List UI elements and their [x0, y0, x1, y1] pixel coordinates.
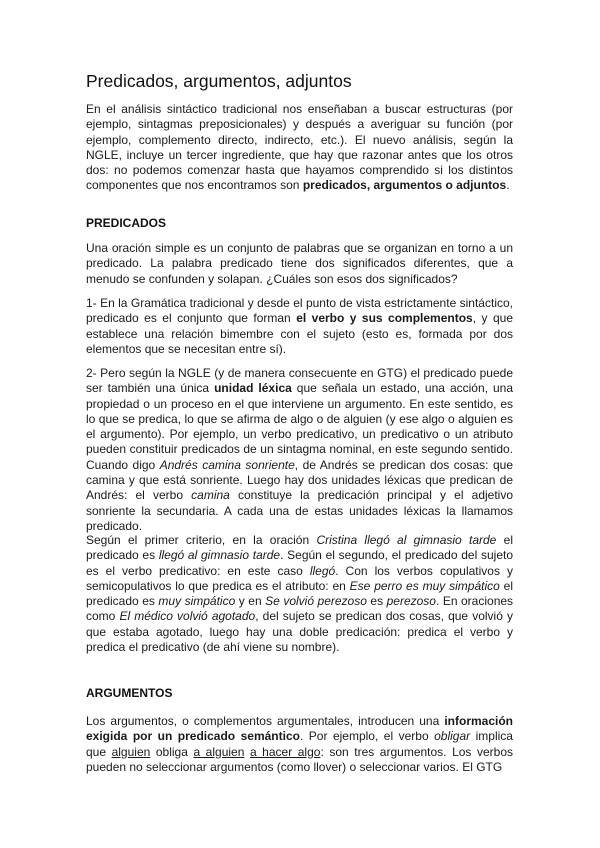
text-run: . Con los verbos copulativos y semicopulativos lo que predica es el atributo: en [86, 563, 513, 593]
predicados-paragraph-1: Una oración simple es un conjunto de palabras que se organizan en torno a un predicado. La palabra predicado tiene dos significados diferentes, que a menudo se confunden y solapan. ¿Cuáles son esos dos significados? [86, 241, 513, 286]
text-run: En el análisis sintáctico tradicional nos enseñaban a buscar estructuras (por ejemplo, sintagmas preposicionales) y después a averiguar su función (por ejemplo, complemento directo, indirecto, etc.). El nuevo análisis, según la NGLE, incluye un tercer ingrediente, que hay que razonar antes que los otros dos: no podemos comenzar hasta que hayamos comprendido si los distintos componentes que nos encontramos son [86, 102, 513, 193]
bold-run: información exigida por un predicado semántico [86, 714, 513, 744]
text-run: y en [235, 594, 266, 609]
text-run: . [506, 178, 510, 193]
section-heading-argumentos: ARGUMENTOS [86, 686, 173, 700]
text-run: , del sujeto se predican dos cosas, que volvió y que estaba agotado, luego hay una doble predicación: predica el verbo y predica el predicativo (de ahí viene su nombre). [86, 609, 513, 655]
text-run: el predicado es [86, 578, 513, 609]
italic-run: Andrés camina sonriente [159, 457, 295, 472]
text-run: 1- En la Gramática tradicional y desde el punto de vista estrictamente sintáctico, predicado es el conjunto que forman [86, 296, 513, 326]
text-run: Los argumentos, o complementos argumentales, introducen una [86, 714, 445, 728]
intro-paragraph [86, 102, 513, 194]
italic-run: obligar [434, 729, 471, 744]
text-run: que señala un estado, una acción, una propiedad o un proceso en el que interviene un argumento. En este sentido, es lo que se predica, lo que se afirma de algo o de alguien (y ese algo o alguien es el argumento). Por ejemplo, un verbo predicativo, un predicativo o un atributo pueden constituir predicados de un sintagma nominal, en este segundo sentido. Cuando digo [86, 381, 513, 472]
document-title: Predicados, argumentos, adjuntos [86, 71, 352, 91]
italic-run: Se volvió perezoso [265, 594, 367, 609]
bold-run: el verbo y sus complementos [296, 311, 473, 326]
argumentos-paragraph-1 [86, 714, 513, 775]
text-run: . En oraciones como [86, 594, 514, 624]
underlined-run: alguien [111, 744, 151, 759]
italic-run: camina [191, 488, 230, 503]
text-run: implica que [86, 729, 513, 759]
predicados-paragraph-2 [86, 296, 513, 357]
underlined-run: a hacer algo [249, 744, 321, 759]
text-run: 2- Pero según la NGLE (y de manera consecuente en GTG) el predicado puede ser también una única [86, 366, 513, 396]
text-run: , de Andrés se predican dos cosas: que camina y que está sonriente. Luego hay dos unidades léxicas que predican de Andrés: el verbo [86, 457, 513, 503]
bold-run: predicados, argumentos o adjuntos [302, 178, 507, 193]
text-run: . Según el segundo, el predicado del sujeto es el verbo predicativo: en este caso [86, 548, 514, 578]
italic-run: Ese perro es muy simpático [349, 578, 500, 593]
predicados-paragraph-3 [86, 366, 513, 534]
italic-run: Cristina llegó al gimnasio tarde [316, 533, 497, 547]
text-run: . Por ejemplo, el verbo [299, 729, 435, 744]
text-run: el predicado es [86, 533, 513, 563]
predicados-paragraph-4 [86, 533, 513, 655]
italic-run: El médico volvió agotado [119, 609, 256, 624]
text-run: es [366, 594, 387, 609]
italic-run: muy simpático [158, 594, 236, 609]
italic-run: llegó al gimnasio tarde [158, 548, 281, 563]
bold-run: unidad léxica [214, 381, 292, 396]
italic-run: perezoso [386, 594, 436, 609]
text-run: constituye la predicación principal y el adjetivo sonriente la secundaria. A cada una de estas unidades léxicas la llamamos predicado. [86, 488, 513, 533]
text-run: obliga [150, 744, 194, 759]
italic-run: llegó [309, 563, 336, 578]
text-run: , y que establece una relación bimembre con el sujeto (esto es, formada por dos elementos que se necesitan entre sí). [86, 311, 513, 356]
text-run: Según el primer criterio, en la oración [86, 533, 317, 547]
section-heading-predicados: PREDICADOS [86, 216, 167, 230]
text-run: : son tres argumentos. Los verbos pueden no seleccionar argumentos (como llover) o seleccionar varios. El GTG [86, 744, 513, 774]
underlined-run: a alguien [193, 744, 245, 759]
